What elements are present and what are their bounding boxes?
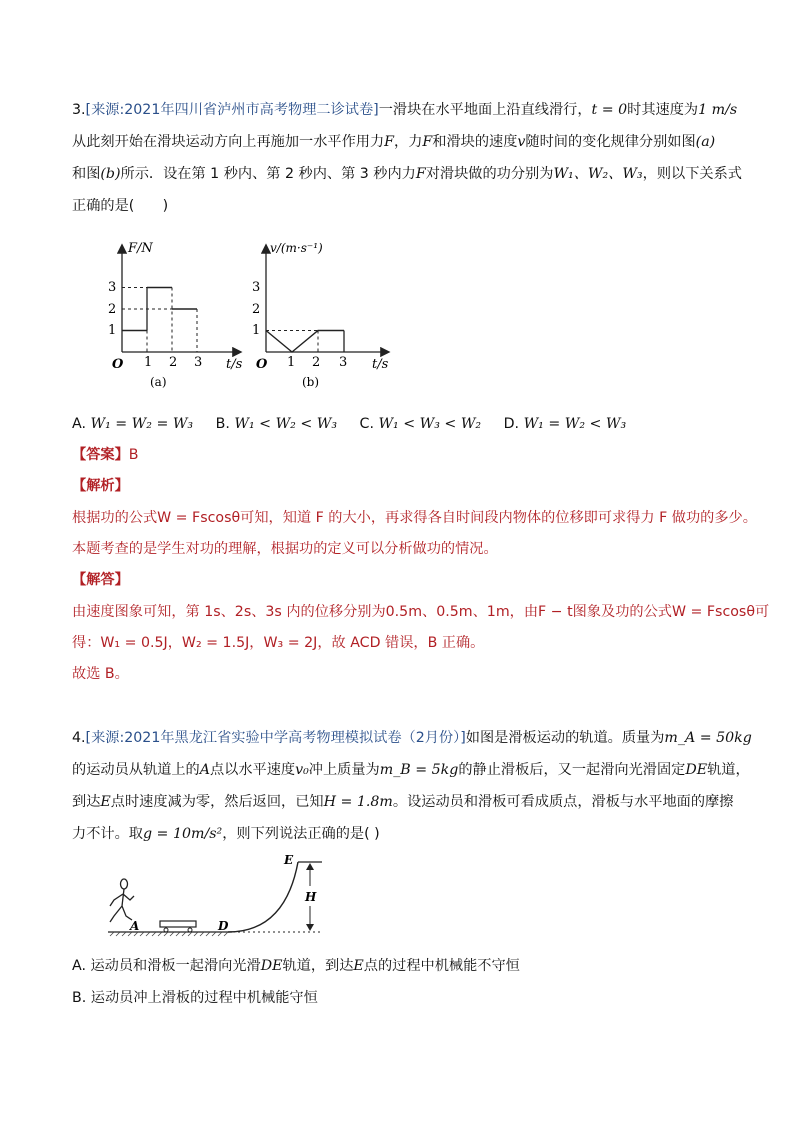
fig-b-velocity-series <box>266 331 344 353</box>
q3-source: [来源:2021年四川省泸州市高考物理二诊试卷] <box>85 102 379 118</box>
fig-b-origin: O <box>256 357 268 372</box>
label-h: H <box>305 890 317 904</box>
athlete-figure <box>110 879 134 922</box>
fig-b-ytick-1: 1 <box>252 323 261 338</box>
solution-line-2: 得：W₁ = 0.5J，W₂ = 1.5J，W₃ = 2J，故 ACD 错误，B 正确。 <box>72 635 485 651</box>
fig-a-xtick-3: 3 <box>194 355 203 370</box>
fig-a-ytick-1: 1 <box>108 323 117 338</box>
solution-line-3: 故选 B。 <box>72 666 129 682</box>
label-a: A <box>130 919 140 933</box>
fig-a-xtick-1: 1 <box>144 355 153 370</box>
q4-option-a: A. 运动员和滑板一起滑向光滑DE轨道，到达E点的过程中机械能不守恒 <box>72 958 520 974</box>
fig-b-caption: (b) <box>302 375 320 389</box>
label-d: D <box>218 919 229 933</box>
q3-number: 3. <box>72 102 86 118</box>
q3-option-d: D. W₁ = W₂ < W₃ <box>503 416 627 432</box>
fig-b-xtick-2: 2 <box>312 355 321 370</box>
q4-stem-line-2: 的运动员从轨道上的A点以水平速度v₀冲上质量为m_B = 5kg的静止滑板后，又一起滑向光滑固定DE轨道， <box>72 762 750 778</box>
solution-tag: 【解答】 <box>72 572 129 588</box>
q3-stem-line-2: 从此刻开始在滑块运动方向上再施加一水平作用力F，力F和滑块的速度v随时间的变化规律分别如图(a) <box>72 134 716 150</box>
q3-option-b: B. W₁ < W₂ < W₃ <box>215 416 338 432</box>
fig-a-ytick-3: 3 <box>108 280 117 295</box>
q3-option-a: A. W₁ = W₂ = W₃ <box>72 416 194 432</box>
q3-answer <box>72 445 139 465</box>
fig-b-ytick-3: 3 <box>252 280 261 295</box>
fig-b-xlabel: t/s <box>372 357 389 372</box>
figure-b-graph <box>248 236 398 396</box>
analysis-tag: 【解析】 <box>72 478 129 494</box>
q3-stem-line-4: 正确的是( ) <box>72 198 169 214</box>
fig-a-origin: O <box>112 357 124 372</box>
fig-b-ylabel: v/(m·s⁻¹) <box>270 241 323 255</box>
fig-b-velocity-line <box>266 331 344 353</box>
q4-stem-line-3: 到达E点时速度减为零，然后返回，已知H = 1.8m。设运动员和滑板可看成质点，滑板与水平地面的摩擦 <box>72 794 734 810</box>
q4-number: 4. <box>72 730 86 746</box>
skateboard <box>160 921 196 932</box>
fig-a-caption: (a) <box>150 375 167 389</box>
label-e: E <box>284 853 294 867</box>
fig-a-step-series <box>122 288 197 353</box>
fig-b-xtick-3: 3 <box>339 355 348 370</box>
q3-stem-line-3: 和图(b)所示．设在第 1 秒内、第 2 秒内、第 3 秒内力F对滑块做的功分别为W₁、W₂、W₃，则以下关系式 <box>72 166 742 182</box>
q4-source: [来源:2021年黑龙江省实验中学高考物理模拟试卷（2月份）] <box>85 730 466 746</box>
fig-a-xlabel: t/s <box>226 357 243 372</box>
analysis-line-1: 根据功的公式W = Fscosθ可知，知道 F 的大小，再求得各自时间段内物体的位移即可求得力 F 做功的多少。 <box>72 510 757 526</box>
fig-a-ylabel: F/N <box>128 241 153 256</box>
analysis-line-2: 本题考查的是学生对功的理解，根据功的定义可以分析做功的情况。 <box>72 541 498 557</box>
fig-a-xtick-2: 2 <box>169 355 178 370</box>
fig-b-ytick-2: 2 <box>252 302 261 317</box>
q3-stem-line-1: 3.[来源:2021年四川省泸州市高考物理二诊试卷]一滑块在水平地面上沿直线滑行，t = 0时其速度为1 m/s <box>72 102 738 118</box>
fig-b-xtick-1: 1 <box>287 355 296 370</box>
answer-value: B <box>128 447 139 463</box>
curved-track-de <box>228 862 298 932</box>
skateboard-track-figure <box>100 850 340 945</box>
q4-option-b: B. 运动员冲上滑板的过程中机械能守恒 <box>72 990 318 1006</box>
fig-a-ytick-2: 2 <box>108 302 117 317</box>
q3-option-c: C. W₁ < W₃ < W₂ <box>359 416 482 432</box>
q3-options <box>72 414 644 434</box>
figure-a-graph <box>100 236 250 396</box>
q4-stem-line-1: 4.[来源:2021年黑龙江省实验中学高考物理模拟试卷（2月份）]如图是滑板运动的轨道。质量为m_A = 50kg <box>72 730 752 746</box>
answer-tag: 【答案】 <box>72 447 129 463</box>
solution-line-1: 由速度图象可知，第 1s、2s、3s 内的位移分别为0.5m、0.5m、1m，由F − t图象及功的公式W = Fscosθ可 <box>72 604 770 620</box>
q4-stem-line-4: 力不计。取g = 10m/s²，则下列说法正确的是( ) <box>72 826 380 842</box>
